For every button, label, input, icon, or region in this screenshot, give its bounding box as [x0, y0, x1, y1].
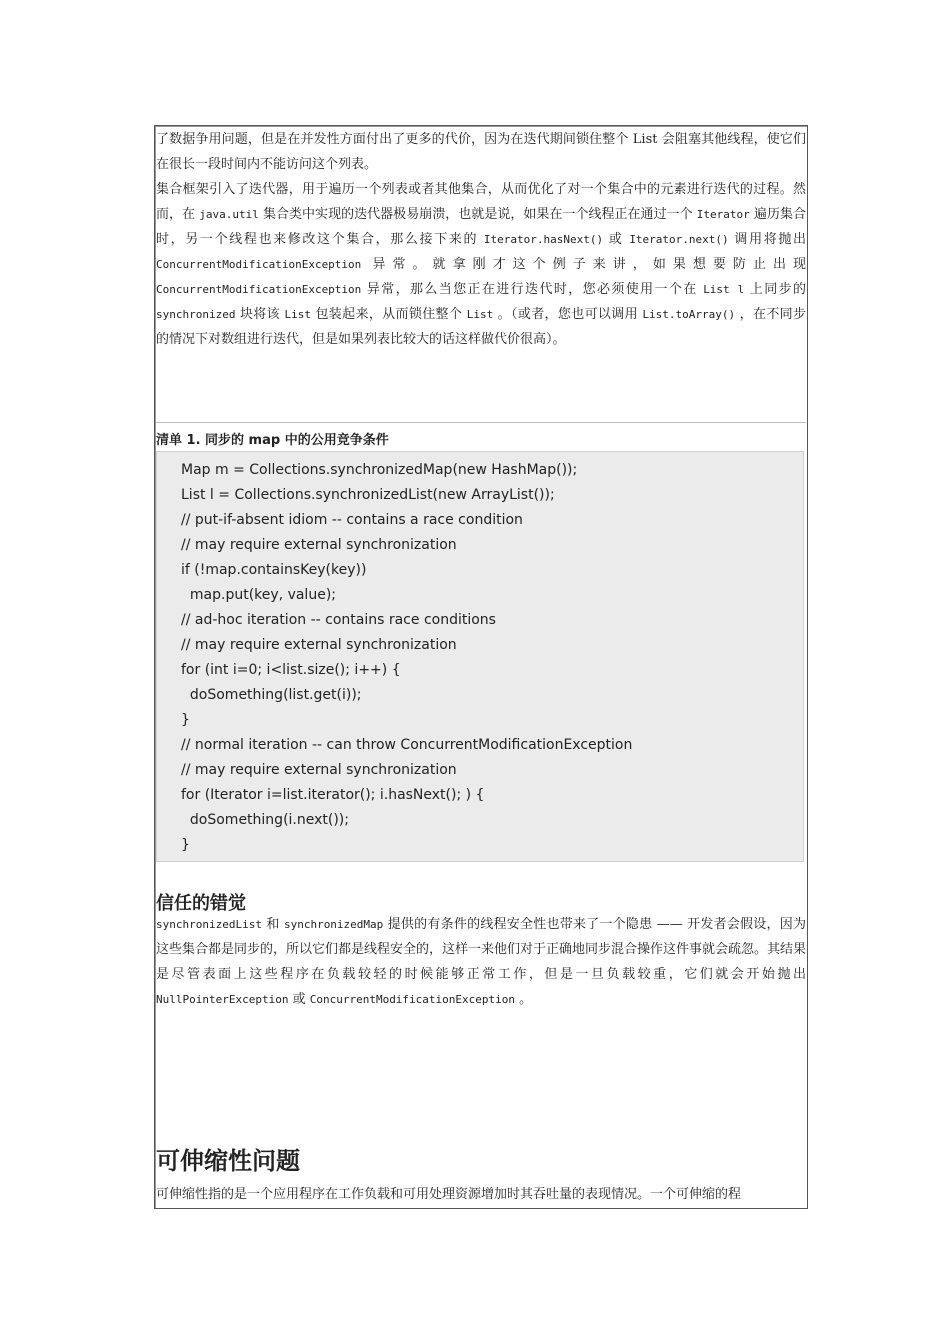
text-run: 异常。就拿刚才这个例子来讲，如果想要防止出现	[361, 257, 806, 272]
text-run: ，在不同步的情况下对数组进行迭代，但是如果列表比较大的话这样做代价很高）。	[156, 307, 807, 347]
text-run: 或	[603, 232, 630, 247]
divider	[156, 422, 806, 423]
code-npe: NullPointerException	[156, 993, 289, 1006]
text-run: 异常，那么当您正在进行迭代时，您必须使用一个在	[361, 282, 704, 297]
text-run: 包装起来，从而锁住整个	[310, 307, 467, 322]
code-line: for (Iterator i=list.iterator(); i.hasNext(); ) {	[181, 787, 485, 803]
listing-title: 清单 1. 同步的 map 中的公用竞争条件	[156, 433, 389, 448]
code-line: for (int i=0; i<list.size(); i++) {	[181, 662, 401, 678]
code-cme-2: ConcurrentModificationException	[156, 283, 362, 296]
text-run: 遍历集合时，另一个线程也来修改这个集合，那么接下来的	[156, 207, 806, 247]
code-line: // normal iteration -- can throw ConcurrentModificationException	[181, 737, 633, 753]
code-line: if (!map.containsKey(key))	[181, 562, 367, 578]
text-run: 集合框架引入了迭代器，用于遍历一个列表或者其他集合，从而优化了对一个集合中的元素进行迭代的过程。然而，在	[156, 182, 806, 222]
section2-paragraph: 可伸缩性指的是一个应用程序在工作负载和可用处理资源增加时其吞吐量的表现情况。一个可伸缩的程	[156, 1187, 742, 1202]
code-synchronized: synchronized	[156, 308, 236, 321]
code-list-l: List l	[703, 283, 745, 296]
intro-text-1: 了数据争用问题，但是在并发性方面付出了更多的代价，因为在迭代期间锁住整个 List 会阻塞其他线程，使它们在很长一段时间内不能访问这个列表。	[156, 132, 806, 172]
section-heading-scalability: 可伸缩性问题	[156, 1147, 300, 1175]
section-heading-illusion: 信任的错觉	[156, 893, 246, 914]
text-run: 或	[288, 992, 310, 1007]
text-run: 集合类中实现的迭代器极易崩溃，也就是说，如果在一个线程正在通过一个	[258, 207, 697, 222]
code-line: // ad-hoc iteration -- contains race conditions	[181, 612, 496, 628]
code-line: List l = Collections.synchronizedList(new ArrayList());	[181, 487, 555, 503]
code-line: }	[181, 837, 190, 853]
code-line: // may require external synchronization	[181, 537, 457, 553]
code-next: Iterator.next()	[629, 233, 729, 246]
code-cme: ConcurrentModificationException	[156, 258, 362, 271]
code-iterator: Iterator	[696, 208, 750, 221]
code-list-2: List	[466, 308, 494, 321]
code-list: List	[284, 308, 311, 321]
code-line: // may require external synchronization	[181, 637, 457, 653]
code-line: doSomething(list.get(i));	[181, 687, 362, 703]
text-run: 调用将抛出	[728, 232, 806, 247]
code-toarray: List.toArray()	[642, 308, 736, 321]
code-block	[156, 451, 804, 862]
code-line: // put-if-absent idiom -- contains a race condition	[181, 512, 523, 528]
code-line: Map m = Collections.synchronizedMap(new HashMap());	[181, 462, 578, 478]
code-line: doSomething(i.next());	[181, 812, 349, 828]
text-run: 和	[261, 917, 284, 932]
code-line: map.put(key, value);	[181, 587, 336, 603]
code-line: // may require external synchronization	[181, 762, 457, 778]
text-run: 。（或者，您也可以调用	[493, 307, 643, 322]
intro-paragraph-1	[156, 127, 806, 177]
text-run: 块将该	[235, 307, 285, 322]
code-hasnext: Iterator.hasNext()	[483, 233, 604, 246]
code-synchronizedmap: synchronizedMap	[283, 918, 384, 931]
code-synchronizedlist: synchronizedList	[156, 918, 262, 931]
code-java-util: java.util	[199, 208, 259, 221]
section1-paragraph	[156, 912, 806, 1012]
text-run: 。	[515, 992, 533, 1007]
code-cme-3: ConcurrentModificationException	[309, 993, 516, 1006]
code-line: }	[181, 712, 190, 728]
text-run: 上同步的	[744, 282, 806, 297]
text-run: 提供的有条件的线程安全性也带来了一个隐患 —— 开发者会假设，因为这些集合都是同步的，所以它们都是线程安全的，这样一来他们对于正确地同步混合操作这件事就会疏忽。其结果是尽管表面上这些程序在负载较轻的时候能够正常工作，但是一旦负载较重，它们就会开始抛出	[156, 917, 807, 982]
intro-paragraph-2	[156, 177, 806, 352]
